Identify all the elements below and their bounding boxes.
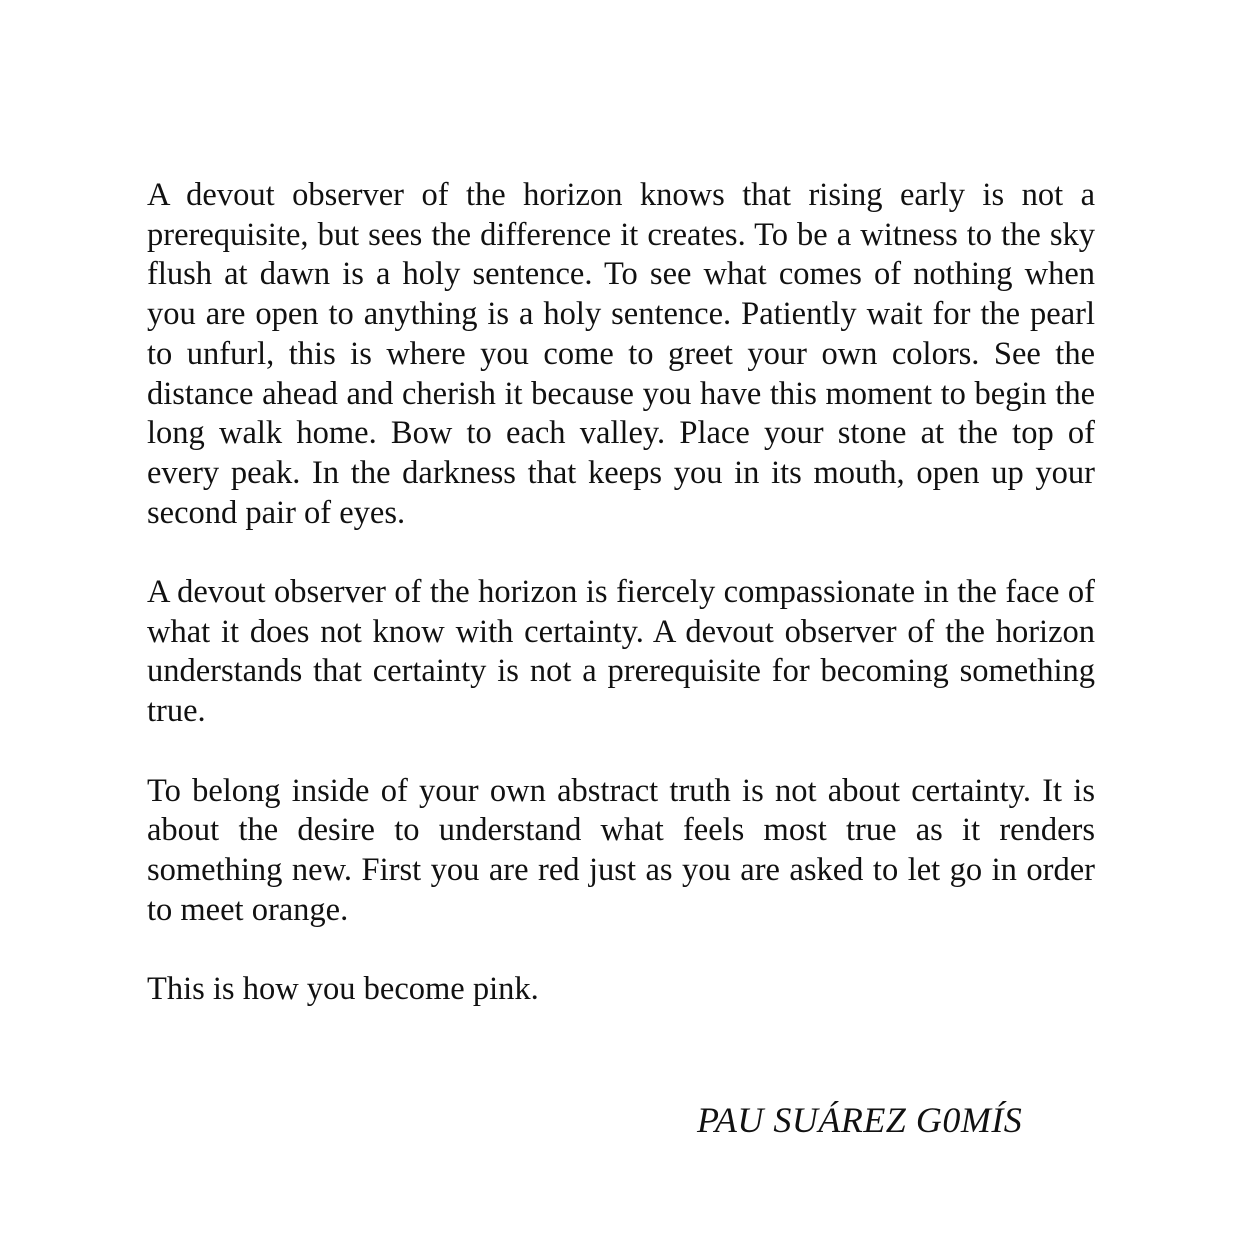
body-text [147,176,1095,1010]
paragraph-2: A devout observer of the horizon is fiercely compassionate in the face of what it does not know with certainty. A devout observer of the horizon understands that certainty is not a prerequisite for becoming something true. [147,574,1095,730]
paragraph-1: A devout observer of the horizon knows that rising early is not a prerequisite, but sees the difference it creates. To be a witness to the sky flush at dawn is a holy sentence. To see what comes of nothing when you are open to anything is a holy sentence. Patiently wait for the pearl to unfurl, this is where you come to greet your own colors. See the distance ahead and cherish it because you have this moment to begin the long walk home. Bow to each valley. Place your stone at the top of every peak. In the darkness that keeps you in its mouth, open up your second pair of eyes. [147,177,1095,531]
paragraph-3: To belong inside of your own abstract truth is not about certainty. It is about the desire to understand what feels most true as it renders something new. First you are red just as you are asked to let go in order to meet orange. [147,772,1095,928]
paragraph-4: This is how you become pink. [147,971,539,1008]
author-signature: PAU SUÁREZ G0MÍS [697,1100,1023,1140]
